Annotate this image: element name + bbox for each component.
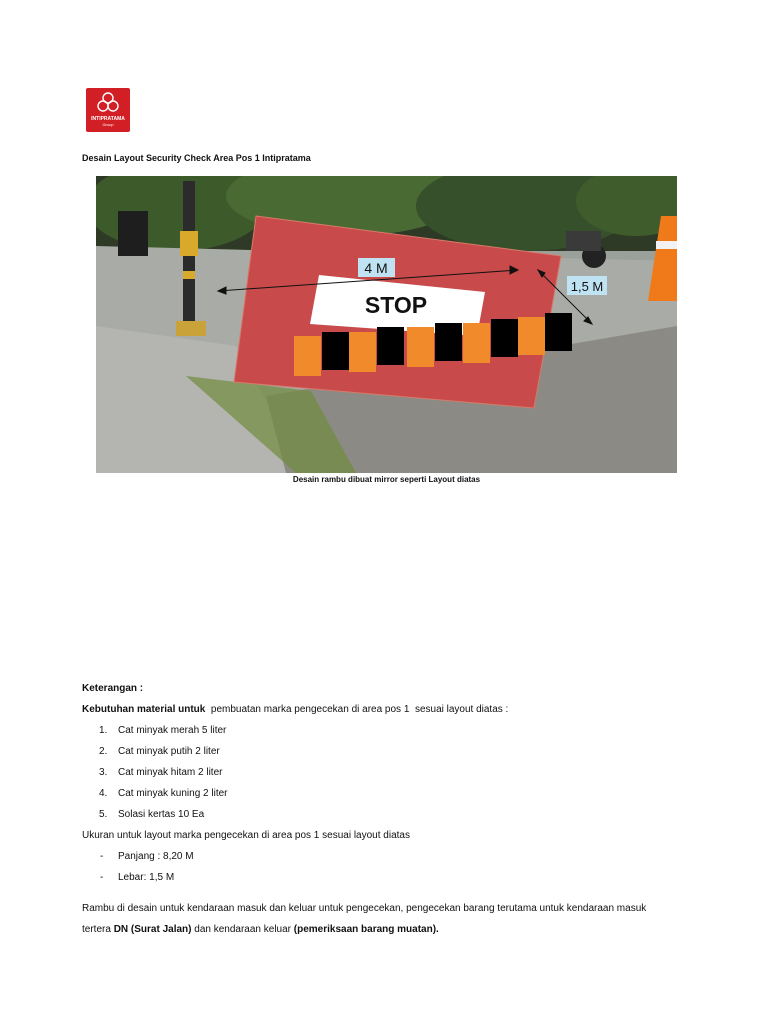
logo-text: INTIPRATAMA [91, 116, 125, 122]
material-intro [82, 699, 702, 720]
orange-block [294, 336, 321, 376]
logo-emblem-icon [86, 88, 130, 118]
orange-block [349, 332, 376, 372]
list-text: Cat minyak merah 5 liter [118, 725, 227, 736]
logo-subtext: Group [102, 122, 114, 127]
list-item [82, 762, 702, 783]
description-dn: DN (Surat Jalan) [113, 924, 192, 935]
list-text: Cat minyak putih 2 liter [118, 746, 220, 757]
sizes-list [82, 846, 702, 888]
figure-caption: Desain rambu dibuat mirror seperti Layout diatas [292, 475, 481, 484]
material-intro-bold: Kebutuhan material untuk [82, 704, 206, 715]
size-intro: Ukuran untuk layout marka pengecekan di area pos 1 sesuai layout diatas [82, 830, 410, 841]
list-item [82, 783, 702, 804]
orange-block [518, 317, 545, 355]
description-pre: tertera [82, 924, 114, 935]
orange-block [463, 323, 490, 363]
list-number: 4. [99, 788, 108, 799]
list-number: 2. [99, 746, 108, 757]
description-mid: dan kendaraan keluar [191, 924, 294, 935]
description-line-2 [82, 919, 702, 940]
black-block [491, 319, 518, 357]
description-bold-end: (pemeriksaan barang muatan). [293, 924, 439, 935]
orange-block [407, 327, 434, 367]
list-item [82, 804, 702, 825]
list-text: Cat minyak hitam 2 liter [118, 767, 223, 778]
black-block [545, 313, 572, 351]
list-dash: - [100, 872, 104, 883]
black-block [322, 332, 349, 370]
document-title: Desain Layout Security Check Area Pos 1 Intipratama [82, 153, 311, 163]
black-block [377, 327, 404, 365]
list-item [82, 741, 702, 762]
company-logo [86, 88, 130, 132]
list-text: Lebar: 1,5 M [118, 872, 175, 883]
materials-list [82, 720, 702, 825]
notes-section [82, 678, 702, 940]
list-number: 5. [99, 809, 108, 820]
list-number: 1. [99, 725, 108, 736]
material-intro-rest: pembuatan marka pengecekan di area pos 1 sesuai layout diatas : [205, 704, 509, 715]
list-item [82, 867, 702, 888]
black-block [435, 323, 462, 361]
list-item [82, 720, 702, 741]
list-item [82, 846, 702, 867]
list-text: Solasi kertas 10 Ea [118, 809, 205, 820]
layout-photo [96, 176, 677, 473]
width-label: 1,5 M [570, 279, 604, 294]
list-text: Cat minyak kuning 2 liter [118, 788, 228, 799]
length-label: 4 M [364, 260, 388, 276]
list-number: 3. [99, 767, 108, 778]
notes-heading: Keterangan : [82, 683, 144, 694]
list-text: Panjang : 8,20 M [118, 851, 194, 862]
stop-text: STOP [364, 292, 428, 318]
list-dash: - [100, 851, 104, 862]
description-line-1: Rambu di desain untuk kendaraan masuk dan keluar untuk pengecekan, pengecekan barang terutama untuk kendaraan masuk [82, 903, 647, 914]
